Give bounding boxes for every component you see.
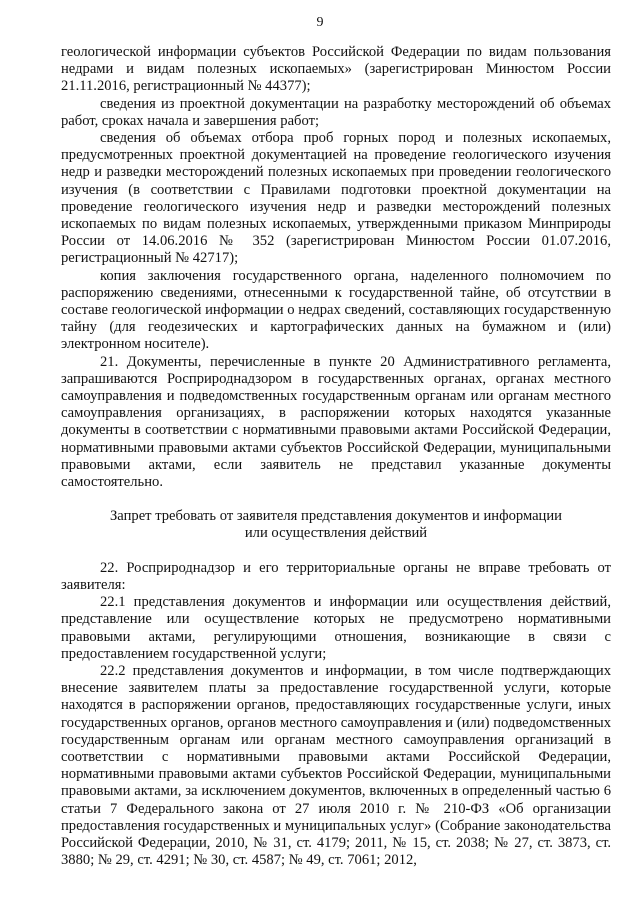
document-body: [61, 44, 611, 869]
paragraph-state-secret: копия заключения государственного органа, наделенного полномочием по распоряжению сведениями, отнесенными к государственной тайне, об отсутствии в составе геологической информации о недрах сведений, составляющих государственную тайну (для геодезических и картографических данных на бумажном и (или) электронном носителе).: [61, 267, 611, 353]
paragraph-22: 22. Росприроднадзор и его территориальные органы не вправе требовать от заявителя:: [61, 559, 611, 593]
paragraph-sample-volumes: сведения об объемах отбора проб горных пород и полезных ископаемых, предусмотренных проектной документацией на проведение геологического изучения недр и разведки месторождений полезных ископаемых при проведении геологического изучения (в соответствии с Правилами подготовки проектной документации на проведение геологического изучения недр и разведки месторождений полезных ископаемых по видам полезных ископаемых, утвержденными приказом Минприроды России от 14.06.2016 № 352 (зарегистрирован Минюстом России 01.07.2016, регистрационный № 42717);: [61, 130, 611, 267]
paragraph-continuation: геологической информации субъектов Российской Федерации по видам пользования недрами и видам полезных ископаемых» (зарегистрирован Минюстом России 21.11.2016, регистрационный № 44377);: [61, 44, 611, 95]
paragraph-project-docs: сведения из проектной документации на разработку месторождений об объемах работ, сроках начала и завершения работ;: [61, 95, 611, 129]
paragraph-22-2: 22.2 представления документов и информации, в том числе подтверждающих внесение заявителем платы за предоставление государственной услуги, которые находятся в распоряжении органов, предоставляющих государственные услуги, иных государственных органов, органов местного самоуправления и (или) подведомственных государственным органам или органам местного самоуправления организаций в соответствии с нормативными правовыми актами Российской Федерации, нормативными правовыми актами субъектов Российской Федерации, муниципальными правовыми актами, за исключением документов, включенных в определенный частью 6 статьи 7 Федерального закона от 27 июля 2010 г. № 210-ФЗ «Об организации предоставления государственных и муниципальных услуг» (Собрание законодательства Российской Федерации, 2010, № 31, ст. 4179; 2011, № 15, ст. 2038; № 27, ст. 3873, ст. 3880; № 29, ст. 4291; № 30, ст. 4587; № 49, ст. 7061; 2012,: [61, 662, 611, 869]
section-title: Запрет требовать от заявителя представления документов и информации или осуществления действий: [110, 508, 562, 542]
page-number: 9: [316, 15, 324, 30]
paragraph-22-1: 22.1 представления документов и информации или осуществления действий, представление или осуществление которых не предусмотрено нормативными правовыми актами, регулирующими отношения, возникающие в связи с предоставлением государственной услуги;: [61, 594, 611, 662]
paragraph-21: 21. Документы, перечисленные в пункте 20 Административного регламента, запрашиваются Росприроднадзором в государственных органах, органах местного самоуправления и подведомственных государственным органам или органам местного самоуправления организациях, в распоряжении которых находятся указанные документы в соответствии с нормативными правовыми актами Российской Федерации, нормативными правовыми актами субъектов Российской Федерации, муниципальными правовыми актами, если заявитель не представил указанные документы самостоятельно.: [61, 353, 611, 491]
